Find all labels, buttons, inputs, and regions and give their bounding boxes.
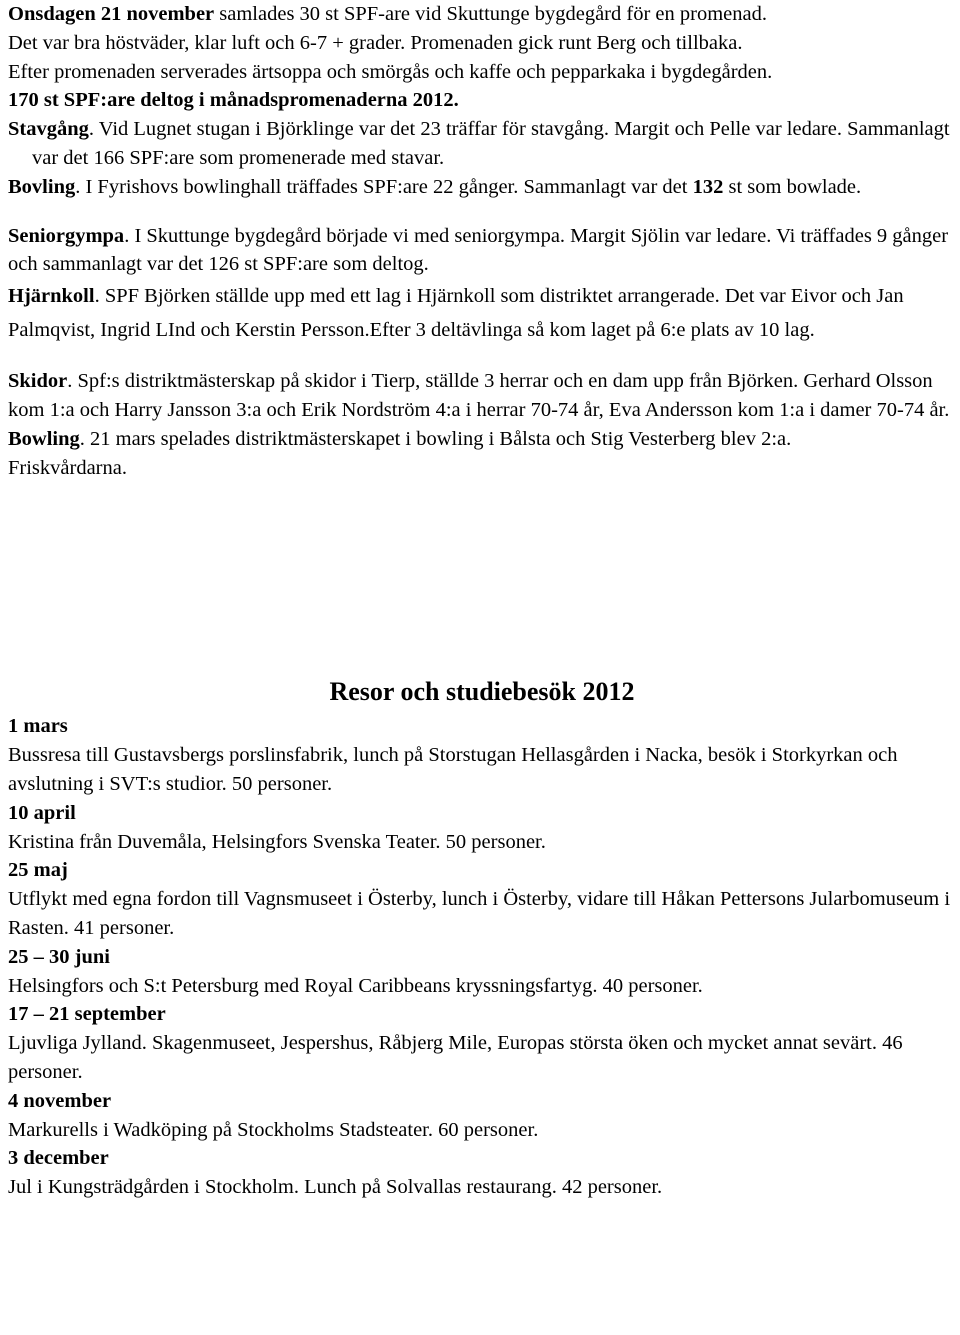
spacer	[8, 482, 956, 672]
trip-list	[8, 712, 956, 1202]
activity-heading: Seniorgympa	[8, 224, 125, 247]
activity-text: . 21 mars spelades distriktmästerskapet i bowling i Bålsta och Stig Vesterberg blev 2:a.	[79, 427, 792, 450]
trip-date: 25 – 30 juni	[8, 945, 110, 968]
trip-description: Ljuvliga Jylland. Skagenmuseet, Jespershus, Råbjerg Mile, Europas största öken och mycket annat sevärt. 46 personer.	[8, 1032, 903, 1083]
trip-date: 3 december	[8, 1147, 109, 1170]
activity-heading: Stavgång	[8, 118, 89, 141]
trip-date: 10 april	[8, 801, 76, 824]
intro-line2: Det var bra höstväder, klar luft och 6-7 + grader. Promenaden gick runt Berg och tillbaka.	[8, 31, 743, 54]
closing-signature: Friskvårdarna.	[8, 456, 127, 479]
activity-skidor	[8, 367, 956, 425]
intro-date: Onsdagen 21 november	[8, 3, 215, 25]
trip-date: 1 mars	[8, 715, 68, 738]
intro-summary: 170 st SPF:are deltog i månadspromenaderna 2012.	[8, 89, 459, 112]
activity-bowling	[8, 425, 956, 454]
activity-heading: Bowling	[8, 427, 80, 450]
trip-description: Markurells i Wadköping på Stockholms Stadsteater. 60 personer.	[8, 1118, 539, 1141]
document-page	[8, 0, 956, 1202]
activity-heading: Hjärnkoll	[8, 285, 95, 308]
activity-heading: Bovling	[8, 175, 76, 198]
activity-text-end: st som bowlade.	[723, 175, 862, 198]
activity-heading: Skidor	[8, 370, 68, 393]
trip-date: 4 november	[8, 1089, 112, 1112]
section-title: Resor och studiebesök 2012	[329, 677, 635, 707]
spacer	[8, 347, 956, 367]
trip-description: Bussresa till Gustavsbergs porslinsfabrik, lunch på Storstugan Hellasgården i Nacka, besök i Storkyrkan och avslutning i SVT:s studior. 50 personer.	[8, 744, 898, 795]
activity-count: 132	[692, 175, 724, 198]
activity-text: . Spf:s distriktmästerskap på skidor i Tierp, ställde 3 herrar och en dam upp från Björken. Gerhard Olsson kom 1:a och Harry Jansson 3:a och Erik Nordström 4:a i herrar 70-74 år, Eva Andersson kom 1:a i damer 70-74 år.	[8, 370, 950, 421]
trip-description: Kristina från Duvemåla, Helsingfors Svenska Teater. 50 personer.	[8, 830, 546, 853]
trip-description: Jul i Kungsträdgården i Stockholm. Lunch på Solvallas restaurang. 42 personer.	[8, 1176, 663, 1199]
intro-line3: Efter promenaden serverades ärtsoppa och smörgås och kaffe och pepparkaka i bygdegården.	[8, 60, 773, 83]
trip-description: Helsingfors och S:t Petersburg med Royal Caribbeans kryssningsfartyg. 40 personer.	[8, 974, 703, 997]
trip-date: 17 – 21 september	[8, 1003, 166, 1026]
intro-line1: samlades 30 st SPF-are vid Skuttunge bygdegård för en promenad.	[214, 3, 767, 25]
activity-seniorgympa	[8, 222, 956, 280]
trip-description: Utflykt med egna fordon till Vagnsmuseet i Österby, lunch i Österby, vidare till Håkan Pettersons Jularbomuseum i Rasten. 41 personer.	[8, 888, 951, 939]
activity-bovling	[8, 173, 956, 202]
intro-paragraph	[8, 0, 956, 115]
activity-stavgang	[8, 115, 956, 173]
activity-text: . I Skuttunge bygdegård började vi med seniorgympa. Margit Sjölin var ledare. Vi träffades 9 gånger och sammanlagt var det 126 st SPF:are som deltog.	[8, 224, 949, 276]
activity-text: . I Fyrishovs bowlinghall träffades SPF:are 22 gånger. Sammanlagt var det	[75, 175, 693, 198]
activity-text: . Vid Lugnet stugan i Björklinge var det 23 träffar för stavgång. Margit och Pelle var ledare. Sammanlagt var det 166 SPF:are som promenerade med stavar.	[32, 118, 950, 169]
activity-text: . SPF Björken ställde upp med ett lag i Hjärnkoll som distriktet arrangerade. Det var Eivor och Jan Palmqvist, Ingrid LInd och Kerstin Persson.Efter 3 deltävlinga så kom laget på 6:e plats av 10 lag.	[8, 285, 904, 342]
trip-date: 25 maj	[8, 859, 68, 882]
spacer	[8, 202, 956, 222]
activity-hjarnkoll	[8, 279, 956, 347]
